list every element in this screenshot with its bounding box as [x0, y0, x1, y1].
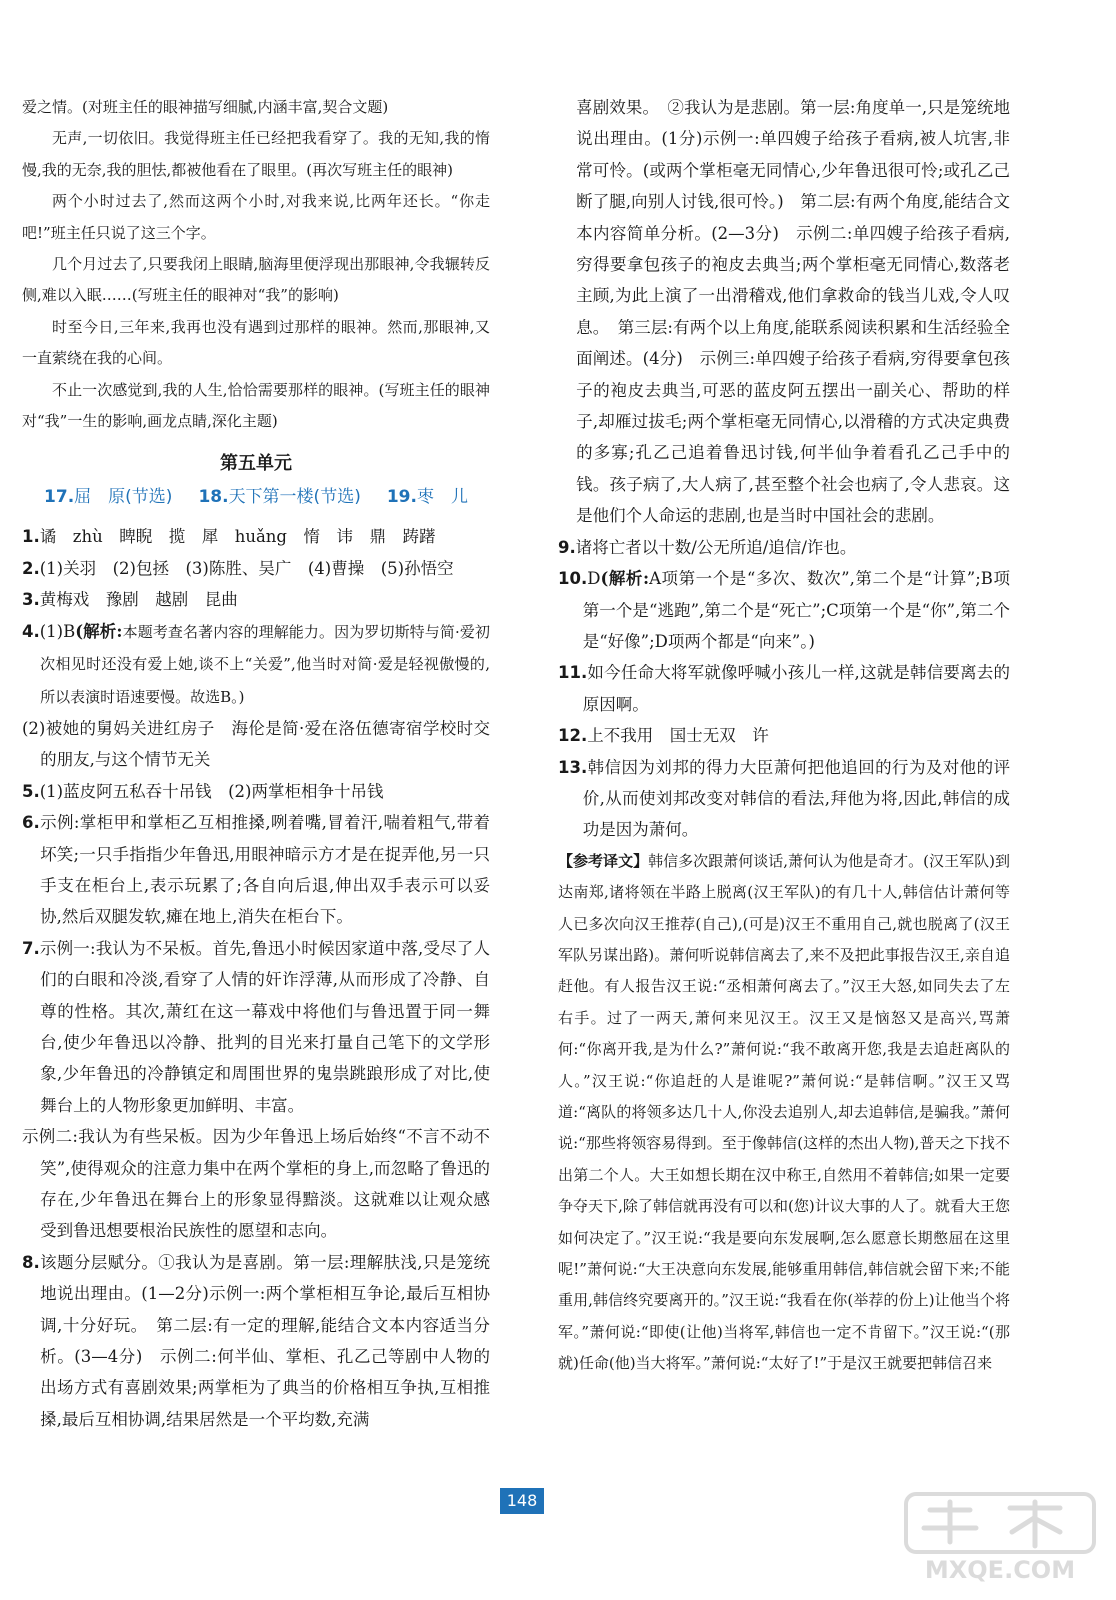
- essay-paragraph: 几个月过去了,只要我闭上眼睛,脑海里便浮现出那眼神,令我辗转反侧,难以入眠……(写班主任的眼神对“我”的影响): [22, 255, 490, 305]
- lesson-titles: [22, 481, 490, 513]
- right-column: [558, 92, 1010, 1380]
- answer-item: 7.示例一:我认为不呆板。首先,鲁迅小时候因家道中落,受尽了人们的白眼和冷淡,看穿了人情的奸诈浮薄,从而形成了冷静、自尊的性格。其次,萧红在这一幕戏中将他们与鲁迅置于同一舞台,使少年鲁迅以冷静、批判的目光来打量自己笔下的文学形象,少年鲁迅的冷静镇定和周围世界的鬼祟跳踉形成了对比,使舞台上的人物形象更加鲜明、丰富。: [22, 938, 490, 1115]
- answer-item: 4.(1)B(解析:本题考查名著内容的理解能力。因为罗切斯特与简·爱初次相见时还没有爱上她,谈不上“关爱”,他当时对简·爱是轻视傲慢的,所以表演时语速要慢。故选B。): [22, 621, 490, 706]
- answer-item: 8.该题分层赋分。①我认为是喜剧。第一层:理解肤浅,只是笼统地说出理由。(1—2分)示例一:两个掌柜相互争论,最后互相协调,十分好玩。 第二层:有一定的理解,能结合文本内容适当分析。(3—4分) 示例二:何半仙、掌柜、孔乙己等剧中人物的出场方式有喜剧效果;两掌柜为了典当的价格相互争执,互相推搡,最后互相协调,结果居然是一个平均数,充满: [22, 1252, 490, 1429]
- answer-item: 1.谲 zhù 睥睨 揽 犀 huǎng 惰 讳 鼎 踌躇: [22, 527, 436, 547]
- answer-item: 13.韩信因为刘邦的得力大臣萧何把他追回的行为及对他的评价,从而使刘邦改变对韩信的看法,拜他为将,因此,韩信的成功是因为萧何。: [558, 757, 1010, 840]
- left-column: [22, 92, 490, 1435]
- answer-item: 9.诸将亡者以十数/公无所追/追信/诈也。: [558, 537, 857, 557]
- lesson-title: 17.屈 原(节选): [44, 487, 173, 508]
- answer-item: 2.(1)关羽 (2)包拯 (3)陈胜、吴广 (4)曹操 (5)孙悟空: [22, 558, 454, 578]
- svg-text:MXQE.COM: MXQE.COM: [924, 1556, 1076, 1584]
- lesson-title: 19.枣 儿: [386, 487, 468, 508]
- answer-item: 3.黄梅戏 豫剧 越剧 昆曲: [22, 590, 238, 610]
- answer-item: 12.上不我用 国士无双 许: [558, 726, 769, 746]
- essay-paragraph: 两个小时过去了,然而这两个小时,对我来说,比两年还长。“你走吧!”班主任只说了这三个字。: [22, 192, 490, 242]
- answer-item: 10.D(解析:A项第一个是“多次、数次”,第二个是“计算”;B项第一个是“逃跑”,第二个是“死亡”;C项第一个是“你”,第二个是“好像”;D项两个都是“向来”。): [558, 569, 1010, 651]
- answer-item: 6.示例:掌柜甲和掌柜乙互相推搡,咧着嘴,冒着汗,喘着粗气,带着坏笑;一只手指指少年鲁迅,用眼神暗示方才是在捉弄他,另一只手支在柜台上,表示玩累了;各自向后退,伸出双手表示可以妥协,然后双腿发软,瘫在地上,消失在柜台下。: [22, 813, 490, 927]
- answer-item: 示例二:我认为有些呆板。因为少年鲁迅上场后始终“不言不动不笑”,使得观众的注意力集中在两个掌柜的身上,而忽略了鲁迅的存在,少年鲁迅在舞台上的形象显得黯淡。这就难以让观众感受到鲁迅想要根治民族性的愿望和志向。: [22, 1127, 490, 1241]
- answer-continuation: 喜剧效果。 ②我认为是悲剧。第一层:角度单一,只是笼统地说出理由。(1分)示例一:单四嫂子给孩子看病,被人坑害,非常可怜。(或两个掌柜毫无同情心,少年鲁迅很可怜;或孔乙己断了腿,向别人讨钱,很可怜。) 第二层:有两个角度,能结合文本内容简单分析。(2—3分) 示例二:单四嫂子给孩子看病,穷得要拿包孩子的袍皮去典当;两个掌柜毫无同情心,数落老主顾,为此上演了一出滑稽戏,他们拿救命的钱当儿戏,令人叹息。 第三层:有两个以上角度,能联系阅读积累和生活经验全面阐述。(4分) 示例三:单四嫂子给孩子看病,穷得要拿包孩子的袍皮去典当,可恶的蓝皮阿五摆出一副关心、帮助的样子,却雁过拔毛;两个掌柜毫无同情心,以滑稽的方式决定典费的多寡;孔乙己追着鲁迅讨钱,何半仙争着看孔乙己手中的钱。孩子病了,大人病了,甚至整个社会也病了,令人悲哀。这是他们个人命运的悲剧,也是当时中国社会的悲剧。: [576, 98, 1010, 526]
- essay-paragraph: 不止一次感觉到,我的人生,恰恰需要那样的眼神。(写班主任的眼神对“我”一生的影响,画龙点睛,深化主题): [22, 380, 490, 431]
- answer-item: 11.如今任命大将军就像呼喊小孩儿一样,这就是韩信要离去的原因啊。: [558, 663, 1010, 714]
- essay-paragraph: 爱之情。(对班主任的眼神描写细腻,内涵丰富,契合文题): [22, 98, 389, 116]
- page-number: 148: [500, 1488, 544, 1514]
- lesson-title: 18.天下第一楼(节选): [198, 487, 361, 508]
- answer-item: 5.(1)蓝皮阿五私吞十吊钱 (2)两掌柜相争十吊钱: [22, 781, 384, 801]
- essay-paragraph: 时至今日,三年来,我再也没有遇到过那样的眼神。然而,那眼神,又一直萦绕在我的心间。: [22, 317, 490, 368]
- translation-label: 【参考译文】: [558, 851, 649, 870]
- essay-paragraph: 无声,一切依旧。我觉得班主任已经把我看穿了。我的无知,我的惰慢,我的无奈,我的胆怯,都被他看在了眼里。(再次写班主任的眼神): [22, 129, 490, 179]
- reference-translation: 【参考译文】韩信多次跟萧何谈话,萧何认为他是奇才。(汉王军队)到达南郑,诸将领在半路上脱离(汉王军队)的有几十人,韩信估计萧何等人已多次向汉王推荐(自己),(可是)汉王不重用自己,就也脱离了(汉王军队另谋出路)。萧何听说韩信离去了,来不及把此事报告汉王,亲自追赶他。有人报告汉王说:“丞相萧何离去了。”汉王大怒,如同失去了左右手。过了一两天,萧何来见汉王。汉王又是恼怒又是高兴,骂萧何:“你离开我,是为什么?”萧何说:“我不敢离开您,我是去追赶离队的人。”汉王说:“你追赶的人是谁呢?”萧何说:“是韩信啊。”汉王又骂道:“离队的将领多达几十人,你没去追别人,却去追韩信,是骗我。”萧何说:“那些将领容易得到。至于像韩信(这样的杰出人物),普天之下找不出第二个人。大王如想长期在汉中称王,自然用不着韩信;如果一定要争夺天下,除了韩信就再没有可以和(您)计议大事的人了。就看大王您如何决定了。”汉王说:“我是要向东发展啊,怎么愿意长期憋屈在这里呢!”萧何说:“大王决意向东发展,能够重用韩信,韩信就会留下来;不能重用,韩信终究要离开的。”汉王说:“我看在你(举荐的份上)让他当个将军。”萧何说:“即使(让他)当将军,韩信也一定不肯留下。”汉王说:“(那就)任命(他)当大将军。”萧何说:“太好了!”于是汉王就要把韩信召来: [558, 851, 1010, 1373]
- unit-title: 第五单元: [220, 453, 292, 475]
- answer-item: (2)被她的舅妈关进红房子 海伦是简·爱在洛伍德寄宿学校时交的朋友,与这个情节无关: [22, 718, 490, 770]
- watermark-logo: [900, 1488, 1100, 1588]
